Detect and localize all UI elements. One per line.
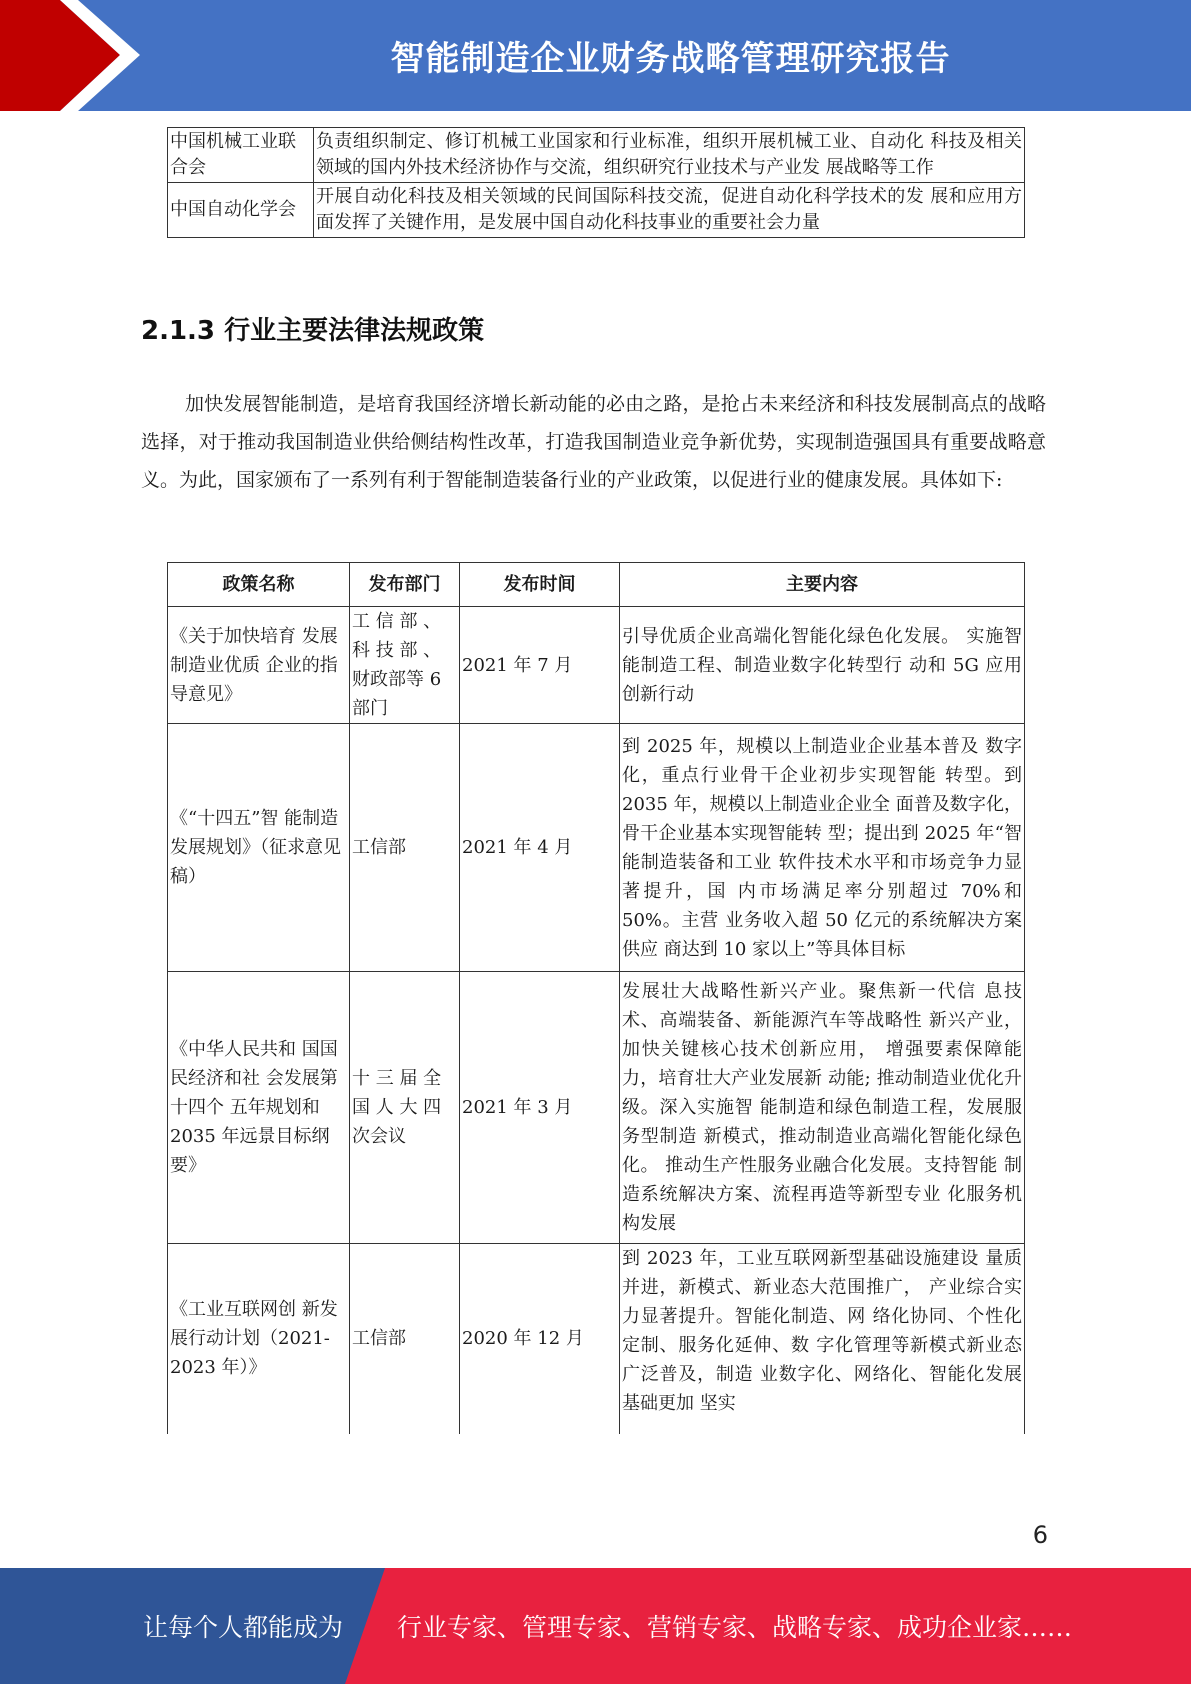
org-name: 中国机械工业联合会 xyxy=(168,128,314,183)
table-row xyxy=(168,183,1025,238)
policy-name: 《工业互联网创 新发展行动计划（2021-2023 年）》 xyxy=(168,1244,350,1434)
column-header: 发布时间 xyxy=(460,563,620,607)
policy-date: 2021 年 7 月 xyxy=(460,607,620,724)
table-row xyxy=(168,972,1025,1244)
policy-name: 《中华人民共和 国国民经济和社 会发展第十四个 五年规划和 2035 年远景目标纲要》 xyxy=(168,972,350,1244)
page-number: 6 xyxy=(1032,1521,1048,1549)
policy-content: 引导优质企业高端化智能化绿色化发展。 实施智能制造工程、制造业数字化转型行 动和 5G 应用创新行动 xyxy=(620,607,1025,724)
policy-date: 2020 年 12 月 xyxy=(460,1244,620,1434)
footer-slogan-right: 行业专家、管理专家、营销专家、战略专家、成功企业家…… xyxy=(397,1613,1073,1642)
page-header xyxy=(0,0,1191,111)
policy-name: 《关于加快培育 发展制造业优质 企业的指导意见》 xyxy=(168,607,350,724)
table-row xyxy=(168,1244,1025,1434)
table-row xyxy=(168,724,1025,972)
page-footer xyxy=(0,1568,1191,1684)
policy-name: 《“十四五”智 能制造发展规划》（征求意见稿） xyxy=(168,724,350,972)
table-row xyxy=(168,607,1025,724)
policy-content: 到 2023 年，工业互联网新型基础设施建设 量质并进，新模式、新业态大范围推广， 产业综合实力显著提升。智能化制造、网 络化协同、个性化定制、服务化延伸、数 字化管理等新模式新业态广泛普及，制造 业数字化、网络化、智能化发展基础更加 坚实 xyxy=(620,1244,1025,1434)
table-row xyxy=(168,128,1025,183)
column-header: 发布部门 xyxy=(350,563,460,607)
org-desc: 开展自动化科技及相关领域的民间国际科技交流，促进自动化科学技术的发 展和应用方面发挥了关键作用，是发展中国自动化科技事业的重要社会力量 xyxy=(314,183,1025,238)
policy-content: 到 2025 年，规模以上制造业企业基本普及 数字化，重点行业骨干企业初步实现智能 转型。到 2035 年，规模以上制造业企业全 面普及数字化，骨干企业基本实现智能转 型；提出到 2025 年“智能制造装备和工业 软件技术水平和市场竞争力显著提升，国 内市场满足率分别超过 70%和 50%。主营 业务收入超 50 亿元的系统解决方案供应 商达到 10 家以上”等具体目标 xyxy=(620,724,1025,972)
footer-slogan-left: 让每个人都能成为 xyxy=(143,1613,344,1642)
header-title: 智能制造企业财务战略管理研究报告 xyxy=(390,39,951,79)
policy-content: 发展壮大战略性新兴产业。聚焦新一代信 息技术、高端装备、新能源汽车等战略性 新兴产业， 加快关键核心技术创新应用， 增强要素保障能力，培育壮大产业发展新 动能; 推动制造业优化升级。深入实施智 能制造和绿色制造工程，发展服务型制造 新模式，推动制造业高端化智能化绿色化。 推动生产性服务业融合化发展。支持智能 制造系统解决方案、流程再造等新型专业 化服务机构发展 xyxy=(620,972,1025,1244)
policy-dept: 工信部 xyxy=(350,1244,460,1434)
policy-dept: 工信部 xyxy=(350,724,460,972)
policy-table xyxy=(167,562,1025,1434)
policy-date: 2021 年 3 月 xyxy=(460,972,620,1244)
header-arrow-decoration xyxy=(0,0,160,111)
org-table xyxy=(167,127,1025,238)
section-heading: 2.1.3 行业主要法律法规政策 xyxy=(141,316,485,346)
column-header: 主要内容 xyxy=(620,563,1025,607)
policy-date: 2021 年 4 月 xyxy=(460,724,620,972)
org-name: 中国自动化学会 xyxy=(168,183,314,238)
table-header-row xyxy=(168,563,1025,607)
column-header: 政策名称 xyxy=(168,563,350,607)
org-desc: 负责组织制定、修订机械工业国家和行业标准，组织开展机械工业、自动化 科技及相关领域的国内外技术经济协作与交流，组织研究行业技术与产业发 展战略等工作 xyxy=(314,128,1025,183)
policy-dept: 十 三 届 全 国 人 大 四 次会议 xyxy=(350,972,460,1244)
policy-dept: 工 信 部 、 科 技 部 、 财政部等 6 部门 xyxy=(350,607,460,724)
section-paragraph: 加快发展智能制造，是培育我国经济增长新动能的必由之路，是抢占未来经济和科技发展制高点的战略选择，对于推动我国制造业供给侧结构性改革，打造我国制造业竞争新优势，实现制造强国具有重要战略意义。为此，国家颁布了一系列有利于智能制造装备行业的产业政策，以促进行业的健康发展。具体如下: xyxy=(141,393,1046,491)
